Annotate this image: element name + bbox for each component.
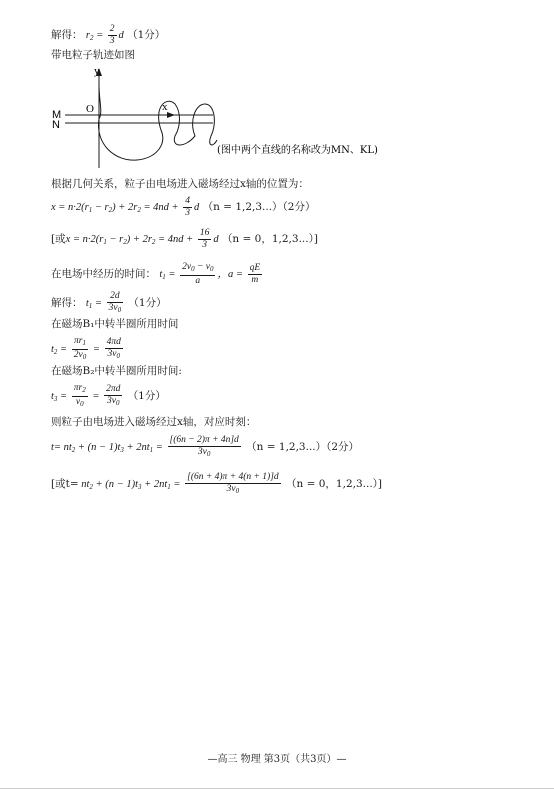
total-time-formula [51,435,359,460]
b1-caption: 在磁场B₁中转半圈所用时间 [51,318,179,330]
t1-result [51,291,167,316]
bottom-rule [0,788,554,789]
score-1: （1分） [127,28,166,41]
alt-prefix: [或 [51,232,66,245]
formula-x-alt: $x = n\cdot 2(r_1 - r_2) + 2r_2 = 4nd$ + $\frac{16}{3}$ d [65,228,219,250]
formula-t: $t= nt_2 + (n - 1)t_3 + 2nt_1$ = $\frac{[(6n - 2)\pi + 4n]d}{3v_0}$ [51,435,239,458]
figure-note: (图中两个直线的名称改为MN、KL) [217,145,378,156]
position-condition: （n = 1,2,3...）（2分） [202,200,316,213]
formula-t3: $t_3$ = $\frac{\pi r_2}{v_0}$ = $\frac{2\pi d}{3v_0}$ [51,383,121,408]
label-m: M [52,109,62,121]
geometry-intro: 根据几何关系，粒子由电场进入磁场经过x轴的位置为： [51,178,309,190]
trajectory-figure [45,64,425,170]
formula-r2: $r_2$ = $\frac{2}{3}$ d [85,24,124,46]
x-axis-arrow [167,112,175,118]
formula-t1: $t_1$ = $\frac{2v_0 - v_0}{a}$ ，a = $\frac{qE}{m}$ [159,262,261,286]
answer-r2 [51,24,165,47]
formula-t2: $t_2$ = $\frac{\pi r_1}{2v_0}$ = $\frac{4\pi d}{3v_0}$ [51,336,121,361]
solve-label-2: 解得： [51,296,83,309]
t3-formula [51,383,166,410]
time-label: 在电场中经历的时间： [51,267,156,280]
score-2: （1分） [128,296,167,309]
formula-x: $x = n\cdot 2(r_1 - r_2) + 2r_2 = 4nd$ + $\frac{4}{3}$ d [51,196,200,218]
total-time-formula-alt [51,472,382,497]
page-footer: —高三 物理 第3页（共3页）— [207,754,347,765]
score-3: （1分） [127,389,166,402]
alt-condition: （n = 0，1,2,3...）] [221,232,318,245]
position-formula-alt [51,228,318,251]
electric-field-time [51,262,264,287]
t2-formula [51,336,125,363]
trajectory-curve [98,76,217,160]
trajectory-caption: 带电粒子轨迹如图 [51,49,135,61]
position-formula [51,196,315,219]
total-time-condition: （n = 1,2,3...）（2分） [246,440,360,453]
alt-prefix-2: [或t= [51,477,79,490]
y-axis-label: y [94,65,100,77]
formula-t1-result: $t_1$ = $\frac{2d}{3v_0}$ [85,291,122,314]
b2-caption: 在磁场B₂中转半圈所用时间: [51,365,182,377]
alt-condition-2: （n = 0，1,2,3...）] [286,477,383,490]
x-axis-label: x [162,101,168,113]
label-solve: 解得： [51,28,83,41]
time-intro: 则粒子由电场进入磁场经过x轴，对应时刻： [51,416,257,428]
origin-label: O [86,103,94,115]
formula-t-alt: $nt_2 + (n - 1)t_3 + 2nt_1$ = $\frac{[(6n + 4)\pi + 4(n + 1)]d}{3v_0}$ [78,472,279,495]
label-n: N [52,119,60,131]
